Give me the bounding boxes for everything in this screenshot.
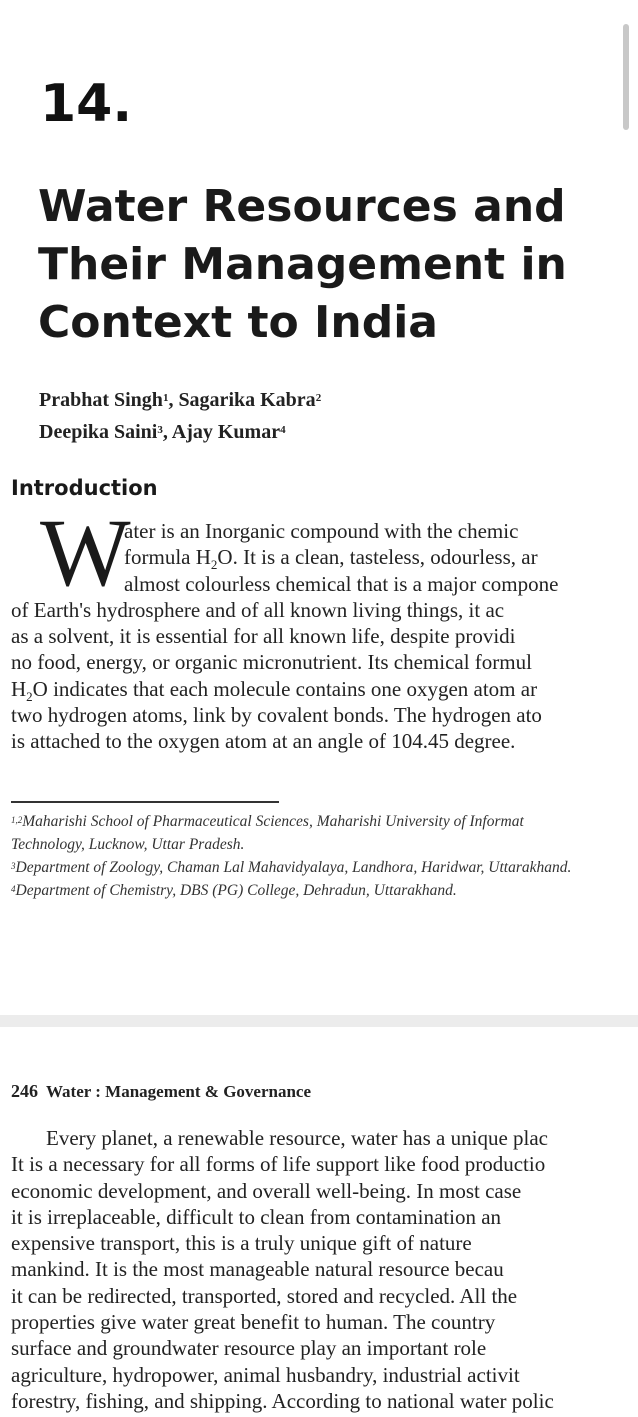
body-paragraph <box>11 1125 638 1414</box>
footnote-divider <box>11 801 279 803</box>
drop-cap: W <box>40 499 131 606</box>
text-line: it can be redirected, transported, stored and recycled. All the <box>11 1283 518 1308</box>
running-title: Water : Management & Governance <box>46 1082 312 1101</box>
text-line: mankind. It is the most manageable natural resource becau <box>11 1257 504 1282</box>
author-affiliation-mark: 4 <box>280 424 286 436</box>
text-line: forestry, fishing, and shipping. According to national water polic <box>11 1388 554 1413</box>
page-separator <box>0 1015 638 1027</box>
chapter-number: 14. <box>40 74 133 134</box>
text-line: ater is an Inorganic compound with the chemic <box>124 519 519 543</box>
author-name: Sagarika Kabra <box>178 389 316 411</box>
introduction-paragraph <box>11 518 638 755</box>
chapter-title-line: Context to India <box>38 297 438 348</box>
chapter-title <box>38 178 628 352</box>
author-name: Ajay Kumar <box>171 421 281 443</box>
text-line: expensive transport, this is a truly unique gift of nature <box>11 1231 472 1256</box>
text-line: Every planet, a renewable resource, water has a unique plac <box>46 1126 549 1150</box>
author-line: Deepika Saini$^3$, Ajay Kumar$^4$ <box>39 421 286 443</box>
subscript: 2 <box>210 557 218 571</box>
text-line: economic development, and overall well-being. In most case <box>11 1178 522 1203</box>
chapter-title-line: Water Resources and <box>38 181 566 232</box>
text-line: two hydrogen atoms, link by covalent bonds. The hydrogen ato <box>11 703 542 728</box>
text-line: it is irreplaceable, difficult to clean from contamination an <box>11 1204 502 1229</box>
footnotes <box>11 810 638 902</box>
footnote: $^3$Department of Zoology, Chaman Lal Mahavidyalaya, Landhora, Haridwar, Uttarakhand. <box>11 859 572 876</box>
text-line: as a solvent, it is essential for all known life, despite providi <box>11 624 516 649</box>
text-line: formula $H_2O$. It is a clean, tasteless, odourless, ar <box>124 545 538 571</box>
footnote: $^{1,2}$Maharishi School of Pharmaceutical Sciences, Maharishi University of Informat <box>11 813 524 830</box>
text-line: $H_2O$ indicates that each molecule contains one oxygen atom ar <box>11 676 538 703</box>
author-affiliation-mark: 2 <box>315 392 322 404</box>
scrollbar-thumb[interactable] <box>623 24 629 130</box>
text-line: is attached to the oxygen atom at an angle of 104.45 degree. <box>11 729 516 754</box>
footnote: Technology, Lucknow, Uttar Pradesh. <box>11 836 245 853</box>
running-header <box>11 1079 311 1104</box>
author-line: Prabhat Singh$^1$, Sagarika Kabra$^2$ <box>39 389 322 411</box>
author-affiliation-mark: 3 <box>157 424 163 436</box>
author-name: Deepika Saini <box>39 421 158 443</box>
text-line: surface and groundwater resource play an important role <box>11 1336 487 1361</box>
footnote-mark: 3 <box>11 861 16 871</box>
author-name: Prabhat Singh <box>39 389 163 411</box>
page-number: 246 <box>11 1081 38 1101</box>
section-heading: Introduction <box>11 476 158 500</box>
document-page-2 <box>0 1027 638 1417</box>
text-line: no food, energy, or organic micronutrient. Its chemical formul <box>11 650 532 675</box>
text-line: almost colourless chemical that is a major compone <box>124 571 559 596</box>
subscript: 2 <box>26 688 33 703</box>
author-list <box>39 384 321 448</box>
text-line: It is a necessary for all forms of life support like food productio <box>11 1152 546 1177</box>
text-line: of Earth's hydrosphere and of all known living things, it ac <box>11 597 505 622</box>
text-line: properties give water great benefit to human. The country <box>11 1310 496 1335</box>
author-affiliation-mark: 1 <box>162 392 169 404</box>
footnote-mark: 1,2 <box>11 815 23 825</box>
text-line: agriculture, hydropower, animal husbandry, industrial activit <box>11 1362 520 1387</box>
footnote: $^4$Department of Chemistry, DBS (PG) College, Dehradun, Uttarakhand. <box>11 882 457 899</box>
chapter-title-line: Their Management in <box>38 239 567 290</box>
footnote-mark: 4 <box>11 884 16 894</box>
